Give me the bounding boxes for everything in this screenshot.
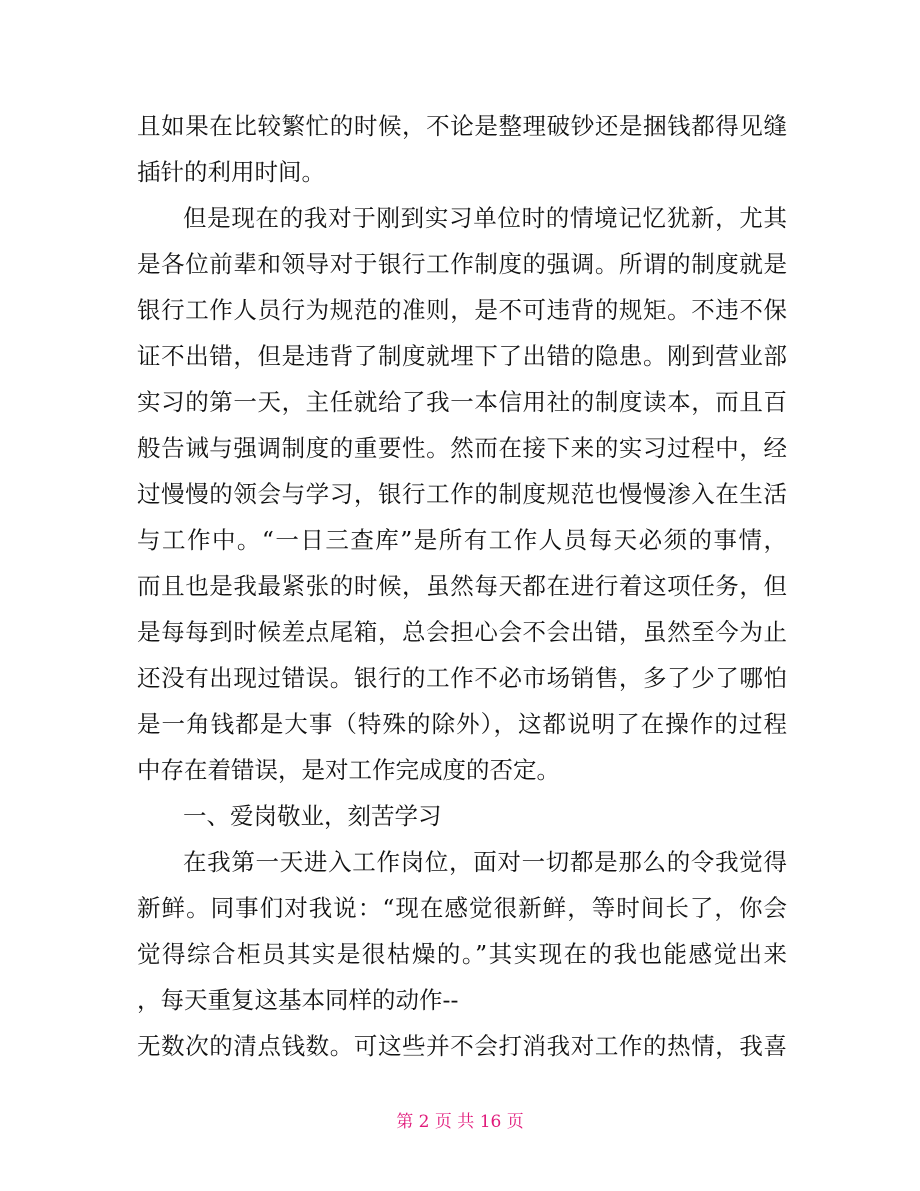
text-line: 且如果在比较繁忙的时候，不论是整理破钞还是捆钱都得见缝 <box>137 112 787 140</box>
text-line: 中存在着错误，是对工作完成度的否定。 <box>137 756 560 784</box>
text-line: 过慢慢的领会与学习，银行工作的制度规范也慢慢渗入在生活 <box>137 480 787 508</box>
text-line: 实习的第一天，主任就给了我一本信用社的制度读本，而且百 <box>137 388 787 416</box>
text-line: 般告诫与强调制度的重要性。然而在接下来的实习过程中，经 <box>137 434 787 462</box>
text-line: 觉得综合柜员其实是很枯燥的。”其实现在的我也能感觉出来 <box>137 940 787 968</box>
body-text <box>137 103 787 1069</box>
text-line: 是每每到时候差点尾箱，总会担心会不会出错，虽然至今为止 <box>137 618 787 646</box>
text-line: 插针的利用时间。 <box>137 158 325 186</box>
text-line: 证不出错，但是违背了制度就埋下了出错的隐患。刚到营业部 <box>137 342 787 370</box>
page-number: 第 2 页 共 16 页 <box>396 1112 524 1132</box>
section-heading: 一、爱岗敬业，刻苦学习 <box>183 802 442 830</box>
text-line: 而且也是我最紧张的时候，虽然每天都在进行着这项任务，但 <box>137 572 787 600</box>
text-line: 是各位前辈和领导对于银行工作制度的强调。所谓的制度就是 <box>137 250 787 278</box>
text-line: 在我第一天进入工作岗位，面对一切都是那么的令我觉得 <box>183 848 787 876</box>
text-line: 与工作中。“一日三查库”是所有工作人员每天必须的事情， <box>137 526 787 554</box>
text-line: 新鲜。同事们对我说：“现在感觉很新鲜，等时间长了，你会 <box>137 894 787 922</box>
text-line: ，每天重复这基本同样的动作-- <box>137 986 459 1014</box>
text-line: 无数次的清点钱数。可这些并不会打消我对工作的热情，我喜 <box>137 1032 787 1060</box>
text-line: 但是现在的我对于刚到实习单位时的情境记忆犹新，尤其 <box>183 204 787 232</box>
text-line: 还没有出现过错误。银行的工作不必市场销售，多了少了哪怕 <box>137 664 787 692</box>
text-line: 是一角钱都是大事（特殊的除外），这都说明了在操作的过程 <box>137 710 787 738</box>
text-line: 银行工作人员行为规范的准则，是不可违背的规矩。不违不保 <box>137 296 787 324</box>
